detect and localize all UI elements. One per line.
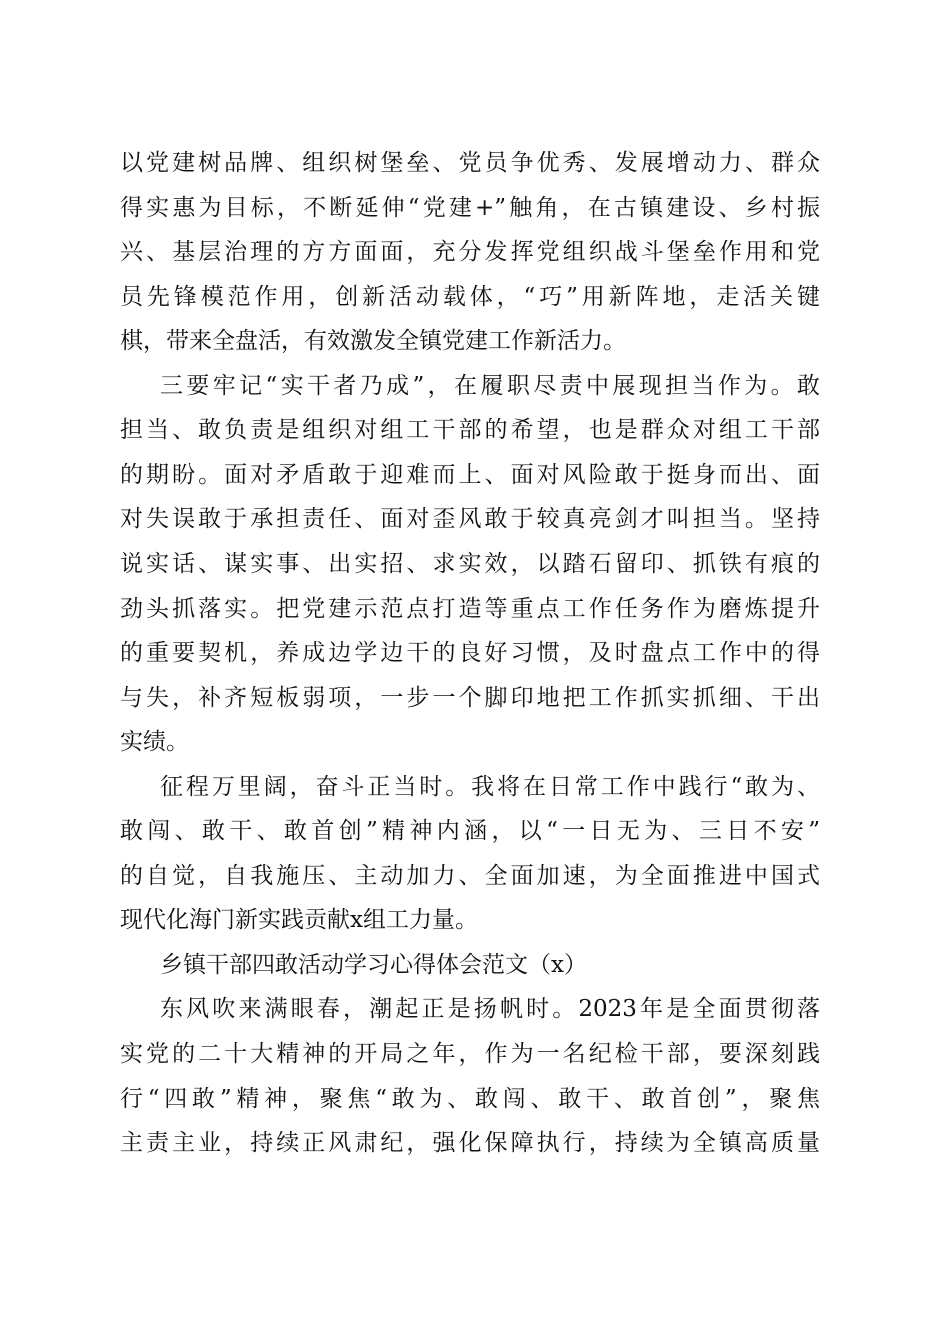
text-line: 实党的二十大精神的开局之年，作为一名纪检干部，要深刻践 bbox=[120, 1041, 820, 1067]
text-line: 敢闯、敢干、敢首创”精神内涵，以“一日无为、三日不安” bbox=[120, 818, 820, 845]
text-line: 的重要契机，养成边学边干的良好习惯，及时盘点工作中的得 bbox=[120, 640, 820, 667]
text-line: 乡镇干部四敢活动学习心得体会范文（x） bbox=[160, 951, 587, 978]
text-line: 主责主业，持续正风肃纪，强化保障执行，持续为全镇高质量 bbox=[120, 1130, 820, 1157]
text-line: 棋，带来全盘活，有效激发全镇党建工作新活力。 bbox=[120, 328, 626, 355]
text-line: 实绩。 bbox=[120, 729, 189, 756]
text-line: 行“四敢”精神，聚焦“敢为、敢闯、敢干、敢首创”，聚焦 bbox=[120, 1085, 820, 1112]
text-line: 说实话、谋实事、出实招、求实效，以踏石留印、抓铁有痕的 bbox=[120, 550, 820, 577]
text-line: 员先锋模范作用，创新活动载体，“巧”用新阵地，走活关键 bbox=[120, 283, 820, 310]
text-line: 与失，补齐短板弱项，一步一个脚印地把工作抓实抓细、干出 bbox=[120, 684, 820, 711]
text-line: 三要牢记“实干者乃成”，在履职尽责中展现担当作为。敢 bbox=[160, 372, 820, 399]
text-line: 的期盼。面对矛盾敢于迎难而上、面对风险敢于挺身而出、面 bbox=[120, 461, 820, 488]
text-line: 劲头抓落实。把党建示范点打造等重点工作任务作为磨炼提升 bbox=[120, 595, 820, 622]
text-line: 现代化海门新实践贡献x组工力量。 bbox=[120, 907, 478, 934]
text-line: 征程万里阔，奋斗正当时。我将在日常工作中践行“敢为、 bbox=[160, 773, 820, 800]
text-line: 的自觉，自我施压、主动加力、全面加速，为全面推进中国式 bbox=[120, 862, 820, 889]
text-line: 得实惠为目标，不断延伸“党建+”触角，在古镇建设、乡村振 bbox=[120, 194, 820, 221]
text-line: 对失误敢于承担责任、面对歪风敢于较真亮剑才叫担当。坚持 bbox=[120, 506, 820, 533]
text-line: 兴、基层治理的方方面面，充分发挥党组织战斗堡垒作用和党 bbox=[120, 239, 820, 266]
text-line: 以党建树品牌、组织树堡垒、党员争优秀、发展增动力、群众 bbox=[120, 150, 820, 176]
text-line: 担当、敢负责是组织对组工干部的希望，也是群众对组工干部 bbox=[120, 417, 820, 444]
text-line: 东风吹来满眼春，潮起正是扬帆时。2023年是全面贯彻落 bbox=[160, 996, 820, 1023]
